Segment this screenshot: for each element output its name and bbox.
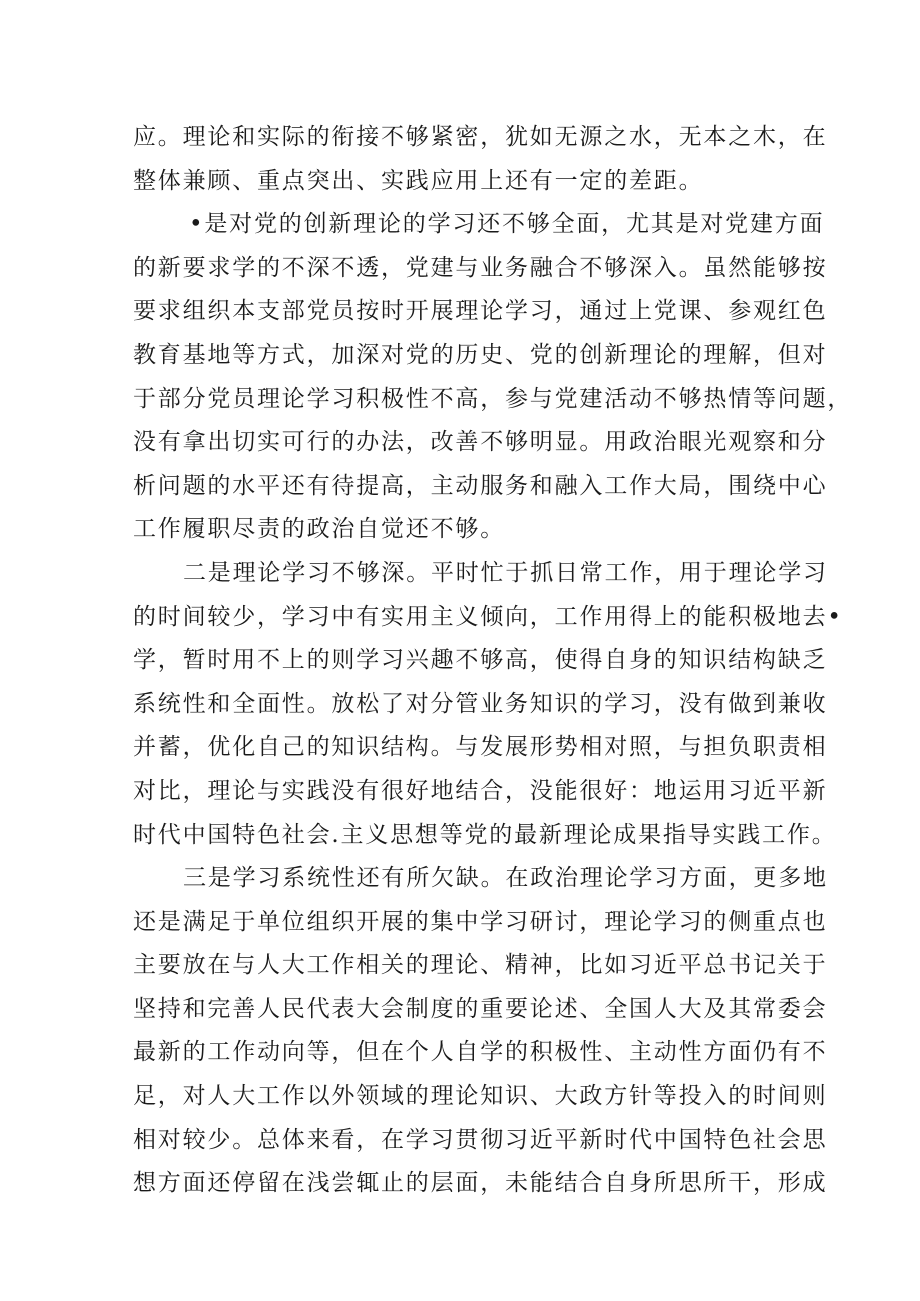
text-line: 最新的工作动向等，但在个人自学的积极性、主动性方面仍有不	[133, 1039, 828, 1066]
text-line: 足，对人大工作以外领域的理论知识、大政方针等投入的时间则	[133, 1083, 828, 1110]
text-line: 二是理论学习不够深。平时忙于抓日常工作，用于理论学习	[183, 559, 828, 586]
text-line: 时代中国特色社会.主义思想等党的最新理论成果指导实践工作。	[133, 821, 837, 848]
text-line: •是对党的创新理论的学习还不够全面，尤其是对党建方面	[189, 211, 825, 238]
text-line: 于部分党员理论学习积极性不高，参与党建活动不够热情等问题，	[133, 385, 853, 412]
text-line: 工作履职尽责的政治自觉还不够。	[133, 516, 505, 543]
text-line: 主要放在与人大工作相关的理论、精神，比如习近平总书记关于	[133, 952, 828, 979]
text-line: 三是学习系统性还有所欠缺。在政治理论学习方面，更多地	[183, 865, 828, 892]
text-line: 还是满足于单位组织开展的集中学习研讨，理论学习的侧重点也	[133, 908, 828, 935]
text-line: 应。理论和实际的衔接不够紧密，犹如无源之水，无本之木，在	[133, 124, 828, 150]
text-line: 析问题的水平还有待提高，主动服务和融入工作大局，围绕中心	[133, 472, 828, 499]
text-line: 相对较少。总体来看，在学习贯彻习近平新时代中国特色社会思	[133, 1126, 828, 1153]
text-line: 并蓄，优化自己的知识结构。与发展形势相对照，与担负职责相	[133, 734, 828, 761]
text-line: 整体兼顾、重点突出、实践应用上还有一定的差距。	[133, 167, 704, 194]
document-body	[133, 116, 853, 1206]
text-line: 的新要求学的不深不透，党建与业务融合不够深入。虽然能够按	[133, 254, 828, 281]
text-line: 对比，理论与实践没有很好地结合，没能很好：地运用习近平新	[133, 777, 828, 804]
text-line: 没有拿出切实可行的办法，改善不够明显。用政治眼光观察和分	[133, 429, 828, 456]
text-line: 想方面还停留在浅尝辄止的层面，未能结合自身所思所干，形成	[133, 1170, 828, 1197]
text-line: 学，暂时用不上的则学习兴趣不够高，使得自身的知识结构缺乏	[133, 647, 828, 674]
text-line: 坚持和完善人民代表大会制度的重要论述、全国人大及其常委会	[133, 995, 828, 1022]
text-line: 教育基地等方式，加深对党的历史、党的创新理论的理解，但对	[133, 341, 828, 368]
text-line: 要求组织本支部党员按时开展理论学习，通过上党课、参观红色	[133, 298, 828, 325]
text-line: 系统性和全面性。放松了对分管业务知识的学习，没有做到兼收	[133, 690, 828, 717]
text-line: 的时间较少，学习中有实用主义倾向，工作用得上的能积极地去•	[133, 603, 843, 630]
